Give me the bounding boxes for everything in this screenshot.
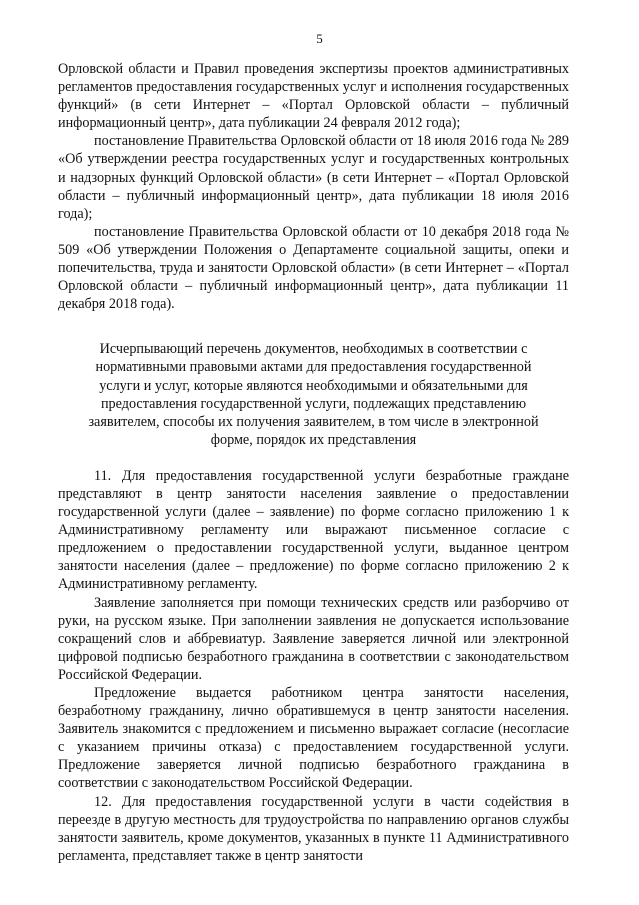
intro-paragraph: постановление Правительства Орловской области от 18 июля 2016 года № 289 «Об утверждении реестра государственных услуг и государственных контрольных и надзорных функций Орловской области» (в сети Интернет – «Портал Орловской области – публичный информационный центр», дата публикации 18 июля 2016 года); (58, 133, 569, 222)
document-body (58, 60, 569, 865)
main-paragraph: Предложение выдается работником центра занятости населения, безработному гражданину, лично обратившемуся в центр занятости населения. Заявитель знакомится с предложением и письменно выражает согласие (несогласие с указанием причины отказа) с предоставлением государственной услуги. Предложение заверяется личной подписью безработного гражданина в соответствии с законодательством Российской Федерации. (58, 685, 569, 792)
section-heading: Исчерпывающий перечень документов, необходимых в соответствии с нормативными правовыми актами для предоставления государственной услуги и услуг, которые являются необходимыми и обязательными для предоставления государственной услуги, подлежащих представлению заявителем, способы их получения заявителем, в том числе в электронной форме, порядок их представления (88, 341, 539, 448)
intro-paragraph: постановление Правительства Орловской области от 10 декабря 2018 года № 509 «Об утверждении Положения о Департаменте социальной защиты, опеки и попечительства, труда и занятости Орловской области» (в сети Интернет – «Портал Орловской области – публичный информационный центр», дата публикации 11 декабря 2018 года). (58, 223, 569, 313)
main-paragraph: Заявление заполняется при помощи технических средств или разборчиво от руки, на русском языке. При заполнении заявления не допускается использование сокращений слов и аббревиатур. Заявление заверяется личной или электронной цифровой подписью безработного гражданина в соответствии с законодательством Российской Федерации. (58, 594, 569, 683)
main-paragraph: 11. Для предоставления государственной услуги безработные граждане представляют в центр занятости населения заявление о предоставлении государственной услуги (далее – заявление) по форме согласно приложению 1 к Административному регламенту или выражают письменное согласие с предложением о предоставлении государственной услуги, выданное центром занятости населения (далее – предложение) по форме согласно приложению 2 к Административному регламенту. (58, 467, 569, 593)
page-number: 5 (316, 31, 323, 46)
intro-paragraph: Орловской области и Правил проведения экспертизы проектов административных регламентов предоставления государственных услуг и исполнения государственных функций» (в сети Интернет – «Портал Орловской области – публичный информационный центр», дата публикации 24 февраля 2012 года); (58, 61, 569, 132)
main-paragraph: 12. Для предоставления государственной услуги в части содействия в переезде в другую местность для трудоустройства по направлению органов службы занятости заявитель, кроме документов, указанных в пункте 11 Административного регламента, представляет также в центр занятости (58, 793, 569, 864)
